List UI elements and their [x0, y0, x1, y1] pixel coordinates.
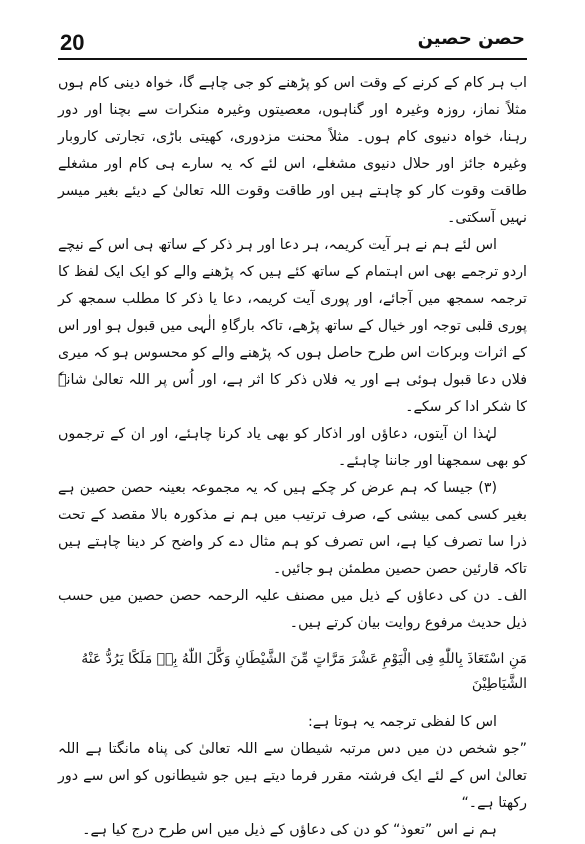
paragraph-3: لہٰذا ان آیتوں، دعاؤں اور اذکار کو بھی یاد کرنا چاہئے، اور ان کے ترجموں کو بھی سمجھنا اور جاننا چاہئے۔	[58, 426, 527, 469]
paragraph-4: (۳) جیسا کہ ہم عرض کر چکے ہیں کہ یہ مجموعہ بعینہ حصن حصین ہے بغیر کسی کمی بیشی کے، صرف ترتیب میں ہم نے مذکورہ بالا مقصد کے تحت ذرا سا تصرف کیا ہے، اس تصرف کو ہم مثال دے کر واضح کر دینا چاہتے ہیں تاکہ قارئین حصن حصین مطمئن ہو جائیں۔	[58, 480, 527, 577]
closing-line: ہم نے اس ”تعوذ“ کو دن کی دعاؤں کے ذیل میں اس طرح درج کیا ہے۔	[82, 822, 497, 838]
translation-text: ”جو شخص دن میں دس مرتبہ شیطان سے اللہ تعالیٰ کی پناہ مانگتا ہے اللہ تعالیٰ اس کے لئے ایک فرشتہ مقرر فرما دیتے ہیں جو شیطانوں کو اس سے دور رکھتا ہے۔“	[58, 741, 527, 811]
paragraph-1: اب ہر کام کے کرنے کے وقت اس کو پڑھنے کو جی چاہے گا، خواہ دینی کام ہوں مثلاً نماز، روزہ وغیرہ اور گناہوں، معصیتوں وغیرہ منکرات سے بچنا اور دور رہنا، خواہ دنیوی کام ہوں۔ مثلاً محنت مزدوری، کھیتی باڑی، تجارتی کاروبار وغیرہ جائز اور حلال دنیوی مشغلے، اس لئے کہ یہ سارے ہی کام اور مشغلے طاقت وقوت کار کو چاہتے ہیں اور طاقت وقوت اللہ تعالیٰ کے دیئے بغیر میسر نہیں آسکتی۔	[58, 75, 527, 226]
translation-intro: اس کا لفظی ترجمہ یہ ہوتا ہے:	[307, 714, 497, 730]
body-text	[58, 70, 527, 844]
page-number: 20	[60, 30, 85, 55]
paragraph-5: الف۔ دن کی دعاؤں کے ذیل میں مصنف علیہ الرحمہ حصن حصین میں حسب ذیل حدیث مرفوع روایت بیان کرتے ہیں۔	[58, 588, 527, 631]
arabic-hadith: مَنِ اسْتَعَاذَ بِاللّٰهِ فِى الْيَوْمِ عَشْرَ مَرَّاتٍ مِّنَ الشَّيْطَانِ وَكَّلَ اللّٰهُ بِهٖ مَلَكًا يَرُدُّ عَنْهُ الشَّيَاطِيْنَ	[81, 651, 527, 692]
page-header	[58, 22, 527, 56]
paragraph-2: اس لئے ہم نے ہر آیت کریمہ، ہر دعا اور ہر ذکر کے ساتھ ہی اس کے نیچے اردو ترجمے بھی اس اہتمام کے ساتھ کئے ہیں کہ پڑھنے والے کو ایک ایک لفظ کا ترجمہ سمجھ میں آجائے، اور پوری آیت کریمہ، دعا یا ذکر کا مطلب سمجھ کر پوری قلبی توجہ اور خیال کے ساتھ پڑھے، تاکہ بارگاہِ الٰہی میں قبول ہو اور اس کے اثرات وبرکات اس طرح حاصل ہوں کہ پڑھنے والے کو محسوس ہو کہ میری فلاں دعا قبول ہوئی ہے اور یہ فلاں ذکر کا اثر ہے، اور اُس پر اللہ تعالیٰ شانہٗ کا شکر ادا کر سکے۔	[58, 237, 527, 415]
header-divider	[58, 58, 527, 60]
running-title: حصن حصین	[417, 28, 525, 49]
